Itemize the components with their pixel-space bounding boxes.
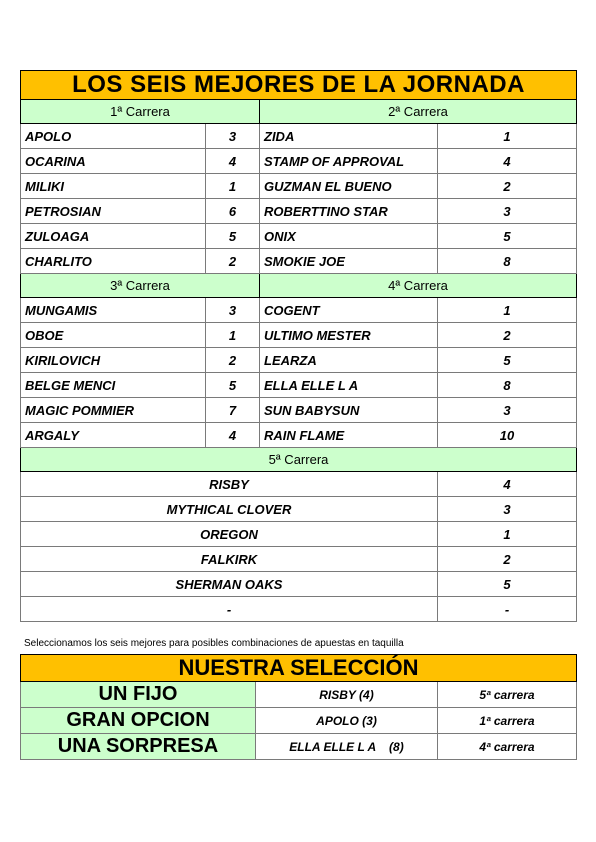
selection-race: 4ª carrera — [438, 734, 577, 760]
horse-number: 2 — [438, 323, 577, 348]
horse-number: 3 — [438, 199, 577, 224]
horse-number: 1 — [438, 124, 577, 149]
horse-number: 5 — [206, 373, 260, 398]
horse-name: LEARZA — [260, 348, 438, 373]
horse-name: RAIN FLAME — [260, 423, 438, 448]
horse-number: 5 — [206, 224, 260, 249]
horse-name: KIRILOVICH — [21, 348, 206, 373]
race-2-header: 2ª Carrera — [260, 100, 577, 124]
horse-name: FALKIRK — [21, 547, 438, 572]
horse-name: MYTHICAL CLOVER — [21, 497, 438, 522]
selection-row — [21, 708, 577, 734]
selection-horse: APOLO (3) — [256, 708, 438, 734]
table-row — [21, 423, 577, 448]
selection-race: 5ª carrera — [438, 682, 577, 708]
horse-number: - — [438, 597, 577, 622]
horse-name: PETROSIAN — [21, 199, 206, 224]
horse-number: 7 — [206, 398, 260, 423]
horse-number: 4 — [438, 149, 577, 174]
table-row — [21, 323, 577, 348]
table-row — [21, 149, 577, 174]
horse-number: 1 — [438, 298, 577, 323]
races-3-4-body — [21, 298, 577, 448]
race-5-body — [21, 472, 577, 622]
table-row — [21, 472, 577, 497]
selection-body — [21, 682, 577, 760]
selection-row — [21, 734, 577, 760]
selection-label: GRAN OPCION — [21, 708, 256, 734]
table-row — [21, 249, 577, 274]
races-table — [20, 70, 577, 622]
table-row — [21, 597, 577, 622]
table-row — [21, 497, 577, 522]
horse-name: RISBY — [21, 472, 438, 497]
selection-note: Seleccionamos los seis mejores para posibles combinaciones de apuestas en taquilla — [24, 638, 404, 649]
horse-name: ELLA ELLE L A — [260, 373, 438, 398]
selection-horse: ELLA ELLE L A (8) — [256, 734, 438, 760]
horse-name: SUN BABYSUN — [260, 398, 438, 423]
race-4-header: 4ª Carrera — [260, 274, 577, 298]
horse-number: 8 — [438, 373, 577, 398]
horse-number: 5 — [438, 572, 577, 597]
horse-number: 3 — [438, 398, 577, 423]
race-5-header: 5ª Carrera — [21, 448, 577, 472]
selection-race: 1ª carrera — [438, 708, 577, 734]
horse-number: 4 — [206, 149, 260, 174]
horse-name: ROBERTTINO STAR — [260, 199, 438, 224]
horse-number: 5 — [438, 348, 577, 373]
horse-name: GUZMAN EL BUENO — [260, 174, 438, 199]
horse-name: MILIKI — [21, 174, 206, 199]
selection-table — [20, 654, 577, 760]
horse-number: 2 — [206, 249, 260, 274]
horse-name: SMOKIE JOE — [260, 249, 438, 274]
races-1-2-body — [21, 124, 577, 274]
race-1-header: 1ª Carrera — [21, 100, 260, 124]
horse-name: ZULOAGA — [21, 224, 206, 249]
table-row — [21, 199, 577, 224]
horse-number: 2 — [438, 174, 577, 199]
horse-name: SHERMAN OAKS — [21, 572, 438, 597]
horse-name: OCARINA — [21, 149, 206, 174]
horse-name: - — [21, 597, 438, 622]
horse-name: ZIDA — [260, 124, 438, 149]
horse-number: 4 — [206, 423, 260, 448]
horse-name: OBOE — [21, 323, 206, 348]
horse-name: OREGON — [21, 522, 438, 547]
table-row — [21, 224, 577, 249]
table-row — [21, 572, 577, 597]
horse-number: 1 — [206, 174, 260, 199]
selection-horse: RISBY (4) — [256, 682, 438, 708]
horse-number: 3 — [206, 124, 260, 149]
table-row — [21, 398, 577, 423]
horse-name: MUNGAMIS — [21, 298, 206, 323]
table-row — [21, 373, 577, 398]
horse-number: 4 — [438, 472, 577, 497]
horse-name: APOLO — [21, 124, 206, 149]
table-row — [21, 298, 577, 323]
horse-name: COGENT — [260, 298, 438, 323]
horse-name: BELGE MENCI — [21, 373, 206, 398]
table-row — [21, 174, 577, 199]
horse-name: ULTIMO MESTER — [260, 323, 438, 348]
horse-name: MAGIC POMMIER — [21, 398, 206, 423]
horse-number: 1 — [206, 323, 260, 348]
horse-name: STAMP OF APPROVAL — [260, 149, 438, 174]
horse-number: 6 — [206, 199, 260, 224]
page-title: LOS SEIS MEJORES DE LA JORNADA — [21, 71, 577, 100]
horse-number: 8 — [438, 249, 577, 274]
table-row — [21, 547, 577, 572]
table-row — [21, 522, 577, 547]
horse-name: ARGALY — [21, 423, 206, 448]
table-row — [21, 124, 577, 149]
selection-row — [21, 682, 577, 708]
selection-title: NUESTRA SELECCIÓN — [21, 655, 577, 682]
horse-number: 10 — [438, 423, 577, 448]
horse-name: CHARLITO — [21, 249, 206, 274]
race-3-header: 3ª Carrera — [21, 274, 260, 298]
horse-number: 3 — [206, 298, 260, 323]
table-row — [21, 348, 577, 373]
horse-number: 5 — [438, 224, 577, 249]
horse-number: 1 — [438, 522, 577, 547]
horse-number: 3 — [438, 497, 577, 522]
horse-name: ONIX — [260, 224, 438, 249]
selection-label: UN FIJO — [21, 682, 256, 708]
selection-label: UNA SORPRESA — [21, 734, 256, 760]
horse-number: 2 — [438, 547, 577, 572]
horse-number: 2 — [206, 348, 260, 373]
